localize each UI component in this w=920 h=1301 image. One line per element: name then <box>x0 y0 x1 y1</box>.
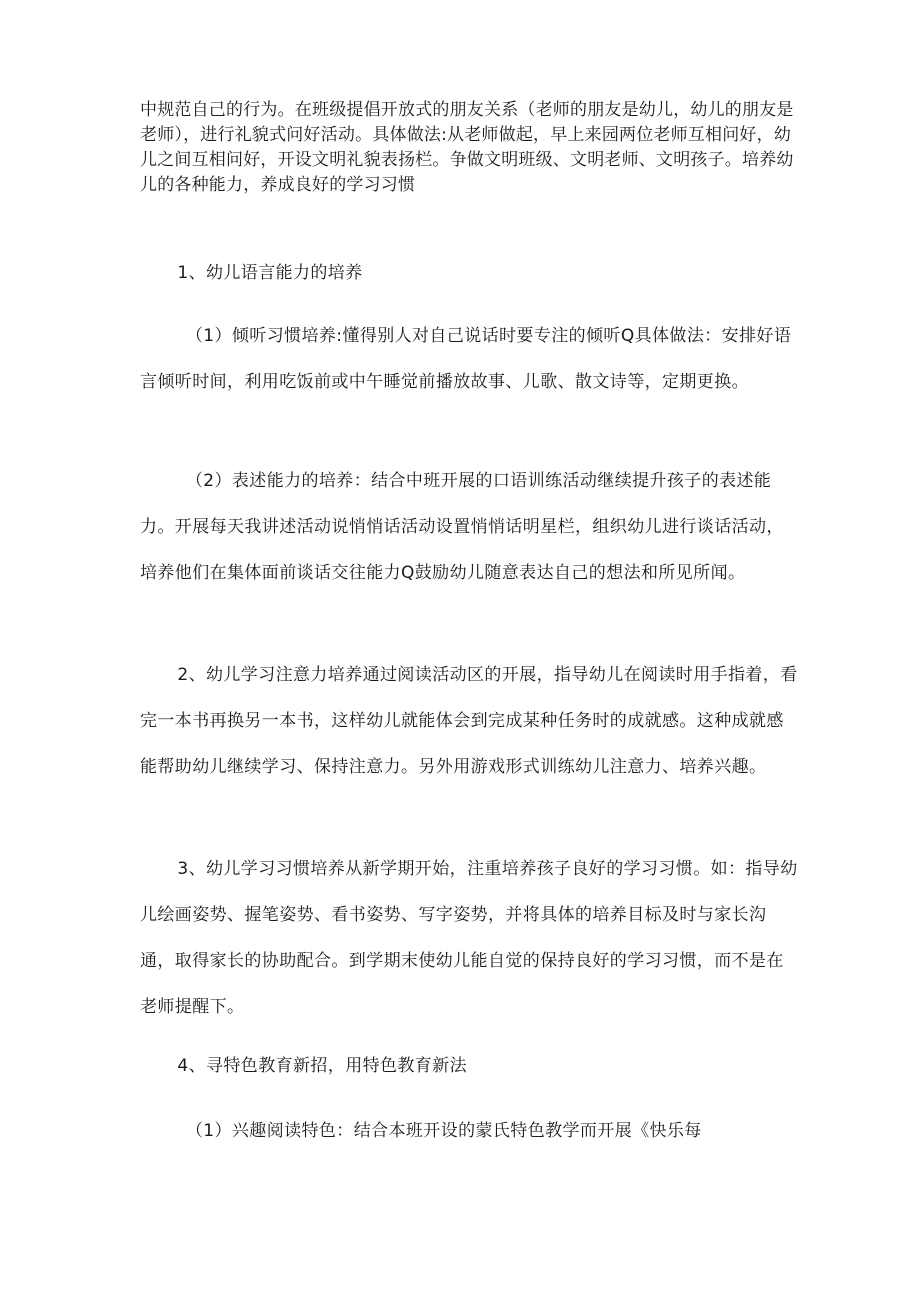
intro-paragraph: 中规范自己的行为。在班级提倡开放式的朋友关系（老师的朋友是幼儿，幼儿的朋友是老师），进行礼貌式问好活动。具体做法:从老师做起，早上来园两位老师互相问好，幼儿之间互相问好，开设文明礼貌表扬栏。争做文明班级、文明老师、文明孩子。培养幼儿的各种能力，养成良好的学习习惯 <box>140 100 794 195</box>
paragraph-2: 2、幼儿学习注意力培养通过阅读活动区的开展，指导幼儿在阅读时用手指着，看完一本书再换另一本书，这样幼儿就能体会到完成某种任务时的成就感。这种成就感能帮助幼儿继续学习、保持注意力。另外用游戏形式训练幼儿注意力、培养兴趣。 <box>140 665 798 777</box>
section-heading-1: 1、幼儿语言能力的培养 <box>177 263 363 283</box>
section-heading-4: 4、寻特色教育新招，用特色教育新法 <box>177 1056 468 1076</box>
item-1-2-paragraph: （2）表述能力的培养：结合中班开展的口语训练活动继续提升孩子的表述能力。开展每天我讲述活动说悄悄话活动设置悄悄话明星栏，组织幼儿进行谈话活动，培养他们在集体面前谈话交往能力Q鼓励幼儿随意表达自己的想法和所见所闻。 <box>140 471 784 583</box>
item-1-1-paragraph: （1）倾听习惯培养:懂得别人对自己说话时要专注的倾听Q具体做法：安排好语言倾听时间，利用吃饭前或中午睡觉前播放故事、儿歌、散文诗等，定期更换。 <box>140 326 792 392</box>
item-4-1-paragraph: （1）兴趣阅读特色：结合本班开设的蒙氏特色教学而开展《快乐每 <box>185 1121 702 1141</box>
paragraph-3: 3、幼儿学习习惯培养从新学期开始，注重培养孩子良好的学习习惯。如：指导幼儿绘画姿势、握笔姿势、看书姿势、写字姿势，并将具体的培养目标及时与家长沟通，取得家长的协助配合。到学期末使幼儿能自觉的保持良好的学习习惯，而不是在老师提醒下。 <box>140 859 798 1017</box>
